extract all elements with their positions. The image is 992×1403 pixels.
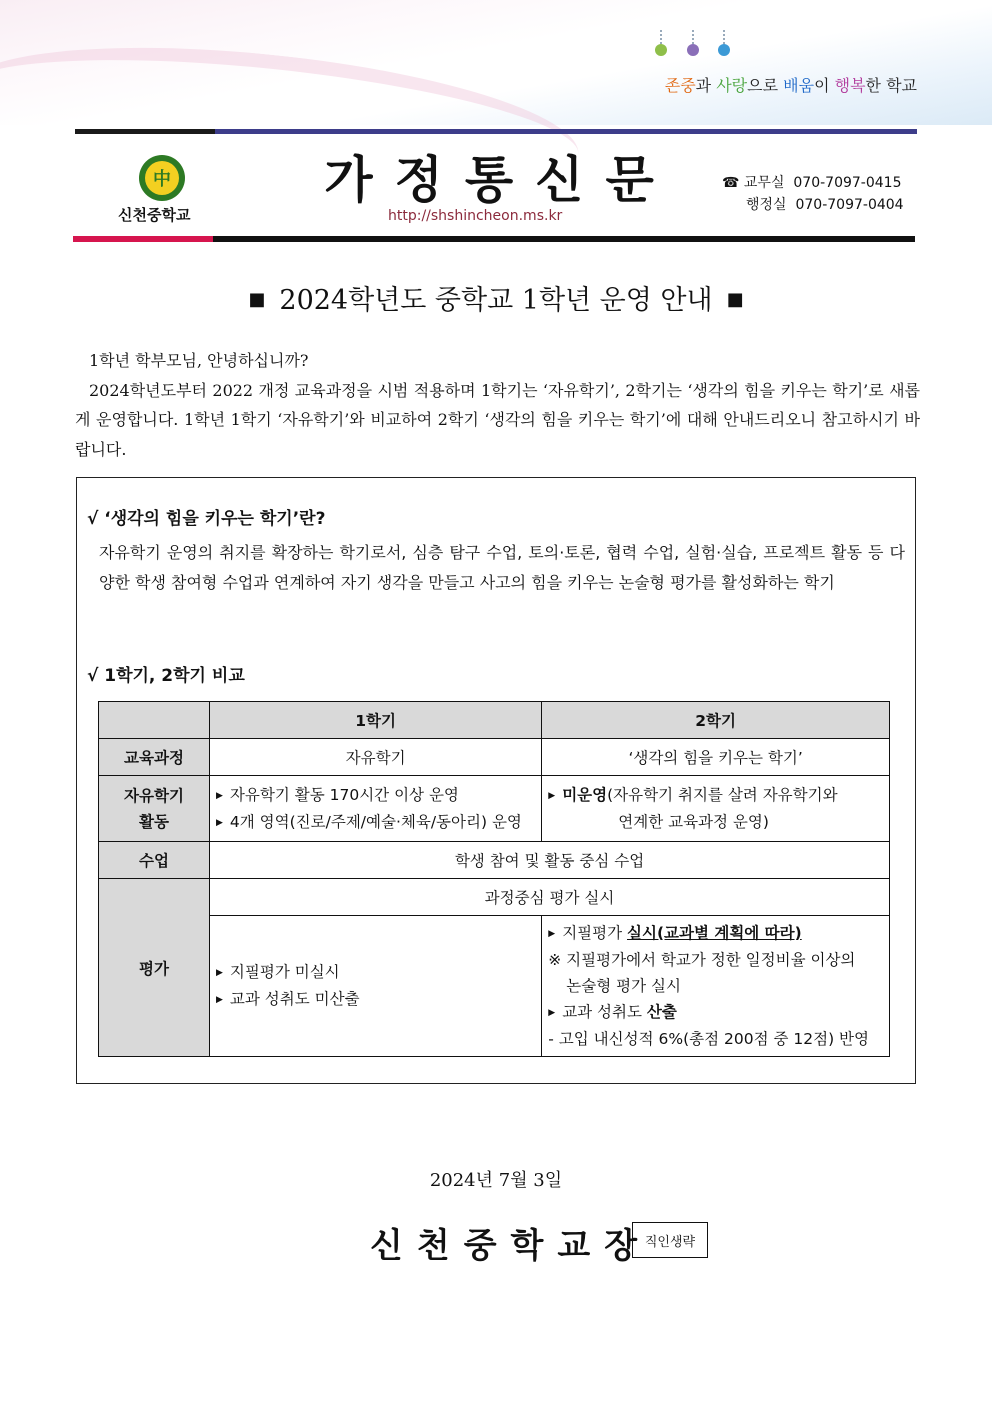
list-item-text: 지필평가 미실시 — [229, 963, 340, 981]
list-item — [216, 959, 535, 986]
table-cell: 자유학기 — [210, 739, 542, 776]
table-row — [99, 739, 890, 776]
slogan-text: 이 — [814, 76, 835, 95]
list-item-text: 지필평가 — [562, 924, 628, 942]
slogan-text: 으로 — [747, 76, 784, 95]
info-box — [76, 477, 916, 1084]
hanging-string — [723, 30, 727, 44]
emphasis-text: 미운영 — [562, 786, 608, 804]
decor-dot-green — [655, 44, 667, 56]
contact-number: 070-7097-0404 — [795, 197, 904, 213]
bullet-icon: ▶ — [216, 790, 223, 801]
table-cell — [210, 916, 542, 1057]
greeting: 1학년 학부모님, 안녕하십니까? — [89, 351, 309, 370]
list-item-text: 교과 성취도 — [562, 1003, 647, 1021]
phone-icon: ☎ — [722, 175, 740, 191]
row-header: 평가 — [99, 879, 210, 1057]
bullet-icon: ▶ — [548, 791, 556, 801]
bullet-icon: ▶ — [216, 995, 223, 1005]
hanging-string — [692, 30, 696, 44]
logo-emblem: 中 — [145, 161, 179, 195]
table-corner-cell — [99, 702, 210, 739]
hanging-string — [660, 30, 664, 44]
section-body: 자유학기 운영의 취지를 확장하는 학기로서, 심층 탐구 수업, 토의·토론, 협력 수업, 실험·실습, 프로젝트 활동 등 다양한 학생 참여형 수업과 연계하여 자기 생각을 만들고 사고의 힘을 키우는 논술형 평가를 활성화하는 학기 — [99, 543, 905, 592]
list-item — [216, 986, 535, 1013]
header-top-rule — [75, 129, 917, 134]
masthead-title: 가정통신문 — [324, 151, 676, 209]
list-item — [216, 809, 535, 836]
slogan-text: 한 학교 — [865, 76, 917, 95]
signer-name: 신천중학교장 — [370, 1226, 652, 1266]
note-line: - 고입 내신성적 6%(총점 200점 중 12점) 반영 — [548, 1030, 869, 1048]
document-title-text: 2024학년도 중학교 1학년 운영 안내 — [279, 285, 713, 316]
section-heading: √ 1학기, 2학기 비교 — [87, 666, 245, 686]
bullet-icon: ▶ — [216, 968, 223, 978]
school-name: 신천중학교 — [118, 206, 191, 224]
intro-text — [75, 346, 920, 464]
table-cell: 과정중심 평가 실시 — [210, 879, 890, 916]
emphasis-text: 산출 — [646, 1003, 677, 1021]
bullet-icon: ▶ — [548, 929, 556, 939]
decor-dot-purple — [687, 44, 699, 56]
bullet-icon: ▶ — [216, 817, 223, 828]
title-marker: ■ — [248, 289, 266, 310]
row-header-line: 활동 — [139, 812, 169, 831]
list-item — [548, 999, 883, 1026]
school-url[interactable]: http://shshincheon.ms.kr — [388, 208, 563, 224]
contact-number: 070-7097-0415 — [793, 175, 902, 191]
table-row — [99, 842, 890, 879]
list-item — [548, 782, 883, 809]
table-cell — [542, 916, 890, 1057]
school-slogan — [665, 73, 917, 96]
section-heading: √ ‘생각의 힘을 키우는 학기’란? — [87, 509, 326, 529]
slogan-word: 행복 — [834, 76, 866, 95]
document-title — [0, 278, 992, 317]
list-item-continuation: 연계한 교육과정 운영) — [618, 813, 769, 831]
table-cell — [542, 776, 890, 842]
column-header: 1학기 — [210, 702, 542, 739]
school-logo — [139, 155, 185, 201]
slogan-word: 배움 — [783, 76, 815, 95]
emphasis-text: 실시(교과별 계획에 따라) — [627, 924, 802, 942]
intro-paragraph: 2024학년도부터 2022 개정 교육과정을 시범 적용하며 1학기는 ‘자유학기’, 2학기는 ‘생각의 힘을 키우는 학기’로 새롭게 운영합니다. 1학년 1학기 ‘자유학기’와 비교하여 2학기 ‘생각의 힘을 키우는 학기’에 대해 안내드리오니 참고하시기 바랍니다. — [75, 380, 920, 459]
row-header: 수업 — [99, 842, 210, 879]
slogan-text: 과 — [695, 76, 717, 95]
contact-label: 교무실 — [743, 175, 785, 191]
slogan-word: 존중 — [664, 76, 696, 95]
list-item-text: (자유학기 취지를 살려 자유학기와 — [607, 786, 838, 804]
decor-dot-blue — [718, 44, 730, 56]
contact-row — [722, 194, 904, 216]
row-header-line: 자유학기 — [124, 786, 184, 805]
slogan-word: 사랑 — [716, 76, 748, 95]
contact-label: 행정실 — [746, 197, 787, 213]
list-item — [548, 920, 883, 947]
seal-box: 직인생략 — [632, 1222, 708, 1258]
table-cell: 학생 참여 및 활동 중심 수업 — [210, 842, 890, 879]
document-date: 2024년 7월 3일 — [429, 1170, 563, 1191]
table-row — [99, 916, 890, 1057]
row-header — [99, 776, 210, 842]
list-item — [216, 782, 535, 809]
note-line: ※ 지필평가에서 학교가 정한 일정비율 이상의 — [548, 951, 856, 969]
table-row — [99, 879, 890, 916]
note-line: 논술형 평가 실시 — [566, 977, 681, 995]
list-item-text: 교과 성취도 미산출 — [229, 990, 360, 1008]
row-header: 교육과정 — [99, 739, 210, 776]
contact-row — [722, 172, 904, 194]
list-item-text: 자유학기 활동 170시간 이상 운영 — [229, 785, 459, 804]
list-item-text: 4개 영역(진로/주제/예술·체육/동아리) 운영 — [229, 812, 522, 831]
comparison-table — [98, 701, 890, 1057]
table-header-row — [99, 702, 890, 739]
contact-info — [722, 172, 904, 216]
title-marker: ■ — [726, 289, 744, 310]
table-cell: ‘생각의 힘을 키우는 학기’ — [542, 739, 890, 776]
header-bottom-rule — [73, 236, 915, 242]
bullet-icon: ▶ — [548, 1008, 556, 1018]
table-cell — [210, 776, 542, 842]
table-row — [99, 776, 890, 842]
column-header: 2학기 — [542, 702, 890, 739]
